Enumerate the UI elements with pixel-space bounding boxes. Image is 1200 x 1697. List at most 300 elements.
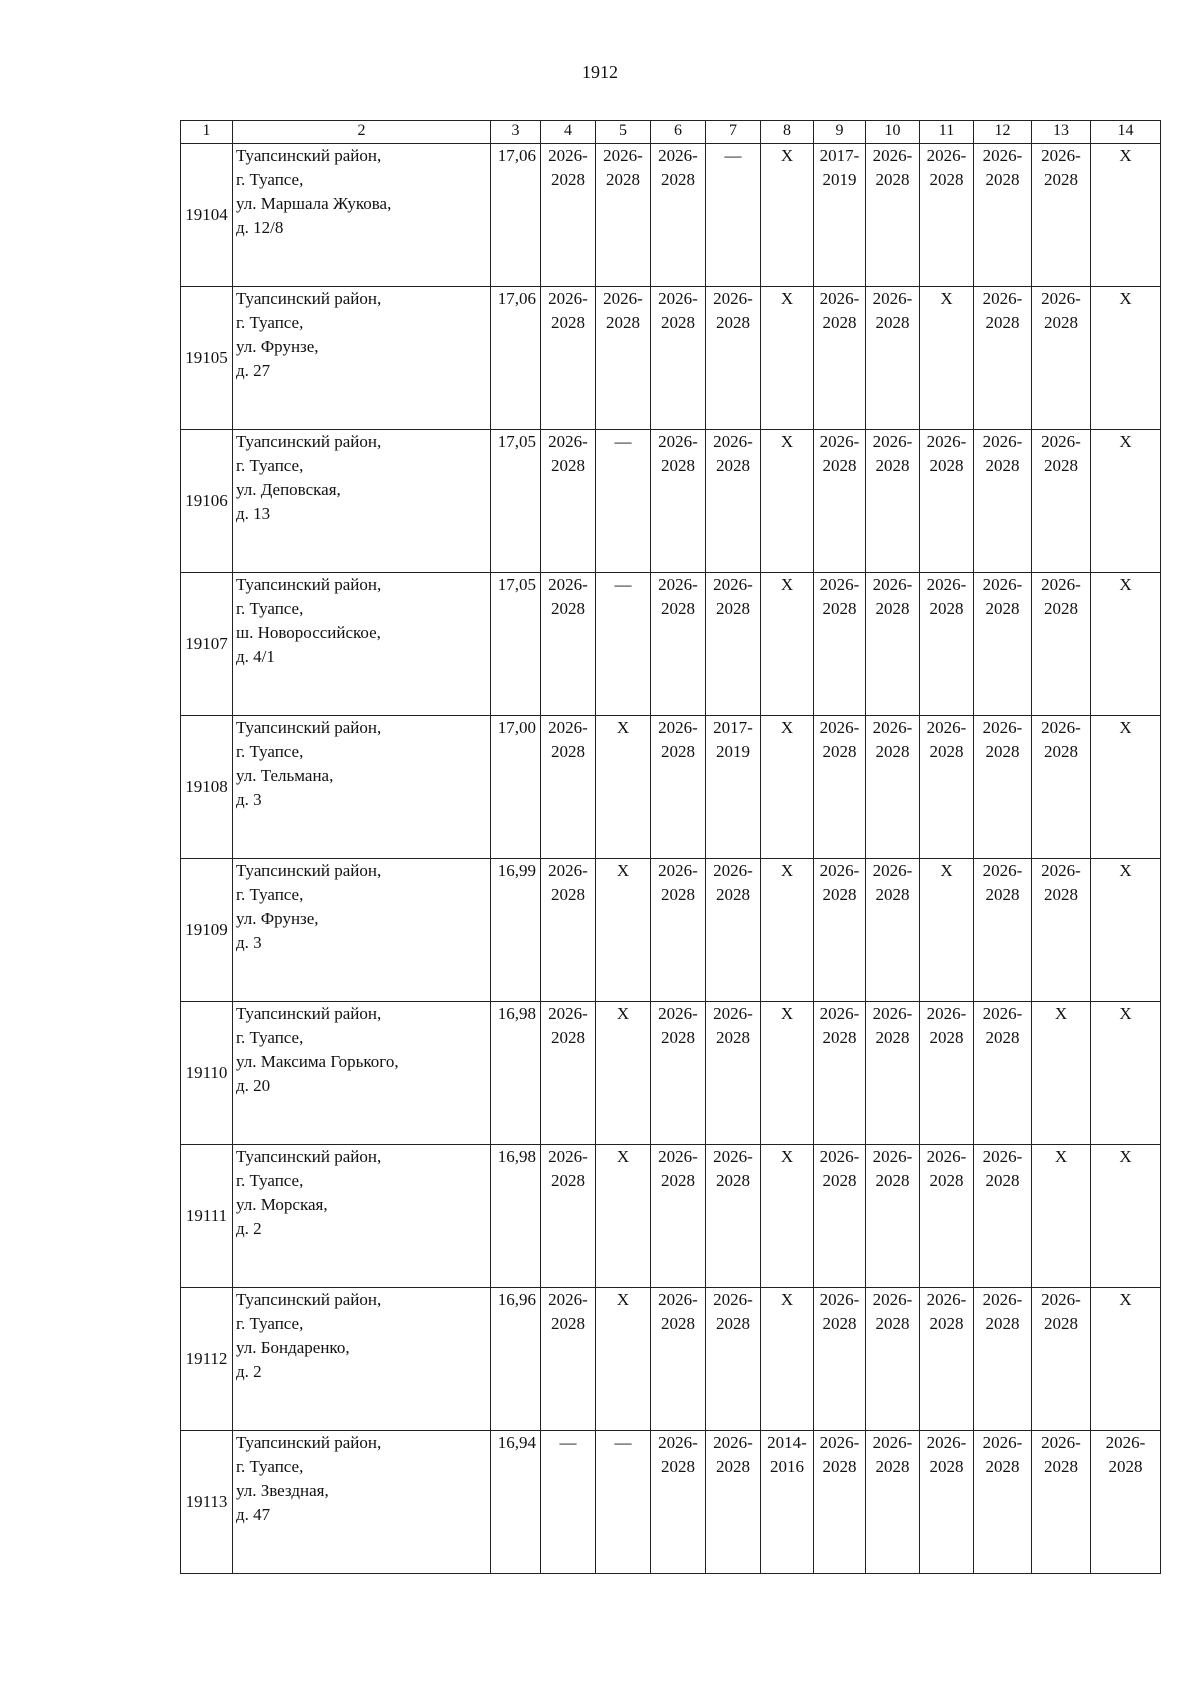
value-cell-14 <box>1091 573 1161 716</box>
address-line: г. Туапсе, <box>236 1314 304 1333</box>
cell-value: 2026- 2028 <box>548 1147 588 1190</box>
row-id-cell: 19110 <box>181 1002 233 1145</box>
column-header: 1 <box>181 121 233 144</box>
address-line: д. 4/1 <box>236 647 275 666</box>
value-cell-3 <box>491 1288 541 1431</box>
value-cell-4 <box>541 144 596 287</box>
address-line: ул. Максима Горького, <box>236 1052 399 1071</box>
value-cell-5 <box>596 1002 651 1145</box>
value-cell-13 <box>1032 716 1091 859</box>
value-cell-13 <box>1032 573 1091 716</box>
column-header: 13 <box>1032 121 1091 144</box>
cell-value: 2026- 2028 <box>872 1004 913 1047</box>
address-line: д. 2 <box>236 1362 262 1381</box>
table-row <box>181 430 1161 573</box>
value-cell-12 <box>974 859 1032 1002</box>
column-header: 9 <box>814 121 866 144</box>
cell-value: 2026- 2028 <box>926 575 967 618</box>
value-cell-7 <box>706 1002 761 1145</box>
value-cell-6 <box>651 573 706 716</box>
column-header: 5 <box>596 121 651 144</box>
cell-value: X <box>780 1004 794 1023</box>
address-line: д. 3 <box>236 933 262 952</box>
table-row <box>181 1288 1161 1431</box>
column-header: 3 <box>491 121 541 144</box>
value-cell-4 <box>541 859 596 1002</box>
row-id-cell: 19105 <box>181 287 233 430</box>
address-line: д. 12/8 <box>236 218 284 237</box>
value-cell-12 <box>974 1431 1032 1574</box>
cell-value: 2026- 2028 <box>926 1290 967 1333</box>
row-id-cell: 19104 <box>181 144 233 287</box>
value-cell-5 <box>596 859 651 1002</box>
row-id-cell: 19108 <box>181 716 233 859</box>
cell-value: X <box>1119 861 1132 880</box>
cell-value: 2026- 2028 <box>658 432 698 475</box>
value-cell-3 <box>491 1002 541 1145</box>
register-table <box>180 120 1161 1574</box>
value-cell-4 <box>541 716 596 859</box>
table-row <box>181 716 1161 859</box>
value-cell-12 <box>974 1145 1032 1288</box>
address-line: Туапсинский район, <box>236 432 382 451</box>
value-cell-6 <box>651 430 706 573</box>
cell-value: 2026- 2028 <box>713 289 753 332</box>
value-cell-10 <box>866 573 920 716</box>
address-line: д. 20 <box>236 1076 271 1095</box>
value-cell-6 <box>651 1288 706 1431</box>
cell-value: 17,05 <box>497 575 536 594</box>
cell-value: X <box>780 146 794 165</box>
address-cell <box>233 859 491 1002</box>
address-line: г. Туапсе, <box>236 742 304 761</box>
cell-value: 2026- 2028 <box>713 1433 753 1476</box>
address-line: д. 3 <box>236 790 262 809</box>
address-line: г. Туапсе, <box>236 170 304 189</box>
value-cell-4 <box>541 1145 596 1288</box>
cell-value: 2026- 2028 <box>548 1004 588 1047</box>
address-cell <box>233 430 491 573</box>
table-row <box>181 573 1161 716</box>
address-cell <box>233 716 491 859</box>
cell-value: 2026- 2028 <box>713 1147 753 1190</box>
cell-value: 2026- 2028 <box>658 1147 698 1190</box>
cell-value: X <box>1054 1004 1068 1023</box>
value-cell-10 <box>866 287 920 430</box>
cell-value: 2026- 2028 <box>926 1147 967 1190</box>
cell-value: X <box>780 575 794 594</box>
cell-value: 2026- 2028 <box>819 432 860 475</box>
row-id-cell: 19113 <box>181 1431 233 1574</box>
cell-value: 2026- 2028 <box>819 1433 860 1476</box>
value-cell-9 <box>814 1145 866 1288</box>
value-cell-4 <box>541 1288 596 1431</box>
value-cell-11 <box>920 1288 974 1431</box>
value-cell-5 <box>596 716 651 859</box>
cell-value: X <box>940 861 953 880</box>
header-row <box>181 121 1161 144</box>
cell-value: 2026- 2028 <box>1041 432 1081 475</box>
cell-value: X <box>780 289 794 308</box>
value-cell-8 <box>761 144 814 287</box>
value-cell-14 <box>1091 859 1161 1002</box>
table-row <box>181 1002 1161 1145</box>
value-cell-11 <box>920 1431 974 1574</box>
value-cell-11 <box>920 573 974 716</box>
cell-value: 2026- 2028 <box>982 1147 1023 1190</box>
table-row <box>181 144 1161 287</box>
cell-value: X <box>780 1290 794 1309</box>
cell-value: 2026- 2028 <box>872 432 913 475</box>
table-row <box>181 287 1161 430</box>
cell-value: 2026- 2028 <box>982 575 1023 618</box>
cell-value: X <box>940 289 953 308</box>
cell-value: 2026- 2028 <box>713 861 753 904</box>
column-header: 6 <box>651 121 706 144</box>
value-cell-8 <box>761 1431 814 1574</box>
cell-value: 2026- 2028 <box>819 1147 860 1190</box>
address-line: г. Туапсе, <box>236 1028 304 1047</box>
value-cell-7 <box>706 1288 761 1431</box>
value-cell-10 <box>866 1288 920 1431</box>
cell-value: 2026- 2028 <box>603 289 643 332</box>
cell-value: 2026- 2028 <box>713 432 753 475</box>
value-cell-13 <box>1032 859 1091 1002</box>
cell-value: 17,05 <box>497 432 536 451</box>
value-cell-10 <box>866 859 920 1002</box>
cell-value: 2026- 2028 <box>658 1290 698 1333</box>
cell-value: 2026- 2028 <box>548 718 588 761</box>
cell-value: 2026- 2028 <box>819 1004 860 1047</box>
cell-value: 2026- 2028 <box>819 718 860 761</box>
value-cell-9 <box>814 716 866 859</box>
value-cell-6 <box>651 716 706 859</box>
cell-value: X <box>1119 718 1132 737</box>
cell-value: 2026- 2028 <box>982 146 1023 189</box>
cell-value: 2026- 2028 <box>982 289 1023 332</box>
value-cell-9 <box>814 859 866 1002</box>
cell-value: X <box>780 432 794 451</box>
column-header: 7 <box>706 121 761 144</box>
value-cell-7 <box>706 430 761 573</box>
cell-value: 2026- 2028 <box>658 575 698 618</box>
cell-value: 2026- 2028 <box>872 289 913 332</box>
value-cell-14 <box>1091 1431 1161 1574</box>
cell-value: — <box>614 432 632 451</box>
address-line: д. 13 <box>236 504 271 523</box>
table-row <box>181 1145 1161 1288</box>
value-cell-12 <box>974 573 1032 716</box>
cell-value: 2026- 2028 <box>1041 289 1081 332</box>
value-cell-6 <box>651 1145 706 1288</box>
address-line: Туапсинский район, <box>236 575 382 594</box>
value-cell-7 <box>706 1431 761 1574</box>
cell-value: 2026- 2028 <box>603 146 643 189</box>
address-cell <box>233 573 491 716</box>
value-cell-3 <box>491 716 541 859</box>
value-cell-9 <box>814 430 866 573</box>
cell-value: X <box>1119 1004 1132 1023</box>
value-cell-10 <box>866 430 920 573</box>
value-cell-14 <box>1091 716 1161 859</box>
cell-value: 2026- 2028 <box>872 718 913 761</box>
cell-value: 2026- 2028 <box>658 718 698 761</box>
cell-value: — <box>724 146 742 165</box>
value-cell-8 <box>761 716 814 859</box>
value-cell-11 <box>920 430 974 573</box>
cell-value: 2017- 2019 <box>819 146 860 189</box>
address-line: д. 47 <box>236 1505 271 1524</box>
value-cell-3 <box>491 430 541 573</box>
address-cell <box>233 1002 491 1145</box>
value-cell-7 <box>706 859 761 1002</box>
address-line: ул. Тельмана, <box>236 766 334 785</box>
value-cell-13 <box>1032 1002 1091 1145</box>
cell-value: 2026- 2028 <box>926 1004 967 1047</box>
column-header: 2 <box>233 121 491 144</box>
cell-value: 2026- 2028 <box>548 1290 588 1333</box>
value-cell-9 <box>814 1288 866 1431</box>
cell-value: 16,98 <box>497 1004 536 1023</box>
address-line: г. Туапсе, <box>236 313 304 332</box>
address-cell <box>233 1145 491 1288</box>
cell-value: 2026- 2028 <box>548 432 588 475</box>
address-line: ул. Фрунзе, <box>236 909 319 928</box>
cell-value: 17,00 <box>497 718 536 737</box>
cell-value: 2026- 2028 <box>982 1433 1023 1476</box>
value-cell-12 <box>974 716 1032 859</box>
value-cell-3 <box>491 144 541 287</box>
address-line: ш. Новороссийское, <box>236 623 381 642</box>
address-line: ул. Бондаренко, <box>236 1338 350 1357</box>
row-id-cell: 19106 <box>181 430 233 573</box>
cell-value: 2026- 2028 <box>658 146 698 189</box>
row-id-cell: 19109 <box>181 859 233 1002</box>
value-cell-11 <box>920 144 974 287</box>
page-number: 1912 <box>582 62 618 82</box>
address-line: г. Туапсе, <box>236 456 304 475</box>
cell-value: X <box>1119 1290 1132 1309</box>
value-cell-5 <box>596 1431 651 1574</box>
value-cell-7 <box>706 1145 761 1288</box>
value-cell-3 <box>491 859 541 1002</box>
value-cell-11 <box>920 1002 974 1145</box>
cell-value: 2026- 2028 <box>872 575 913 618</box>
cell-value: 2026- 2028 <box>713 1290 753 1333</box>
cell-value: — <box>614 575 632 594</box>
value-cell-14 <box>1091 1145 1161 1288</box>
table-body <box>181 144 1161 1574</box>
cell-value: 2026- 2028 <box>713 1004 753 1047</box>
cell-value: 2026- 2028 <box>819 861 860 904</box>
value-cell-10 <box>866 716 920 859</box>
cell-value: 16,96 <box>497 1290 536 1309</box>
cell-value: 2026- 2028 <box>713 575 753 618</box>
cell-value: 17,06 <box>497 289 536 308</box>
cell-value: 2026- 2028 <box>658 1433 698 1476</box>
cell-value: 2026- 2028 <box>548 861 588 904</box>
value-cell-12 <box>974 287 1032 430</box>
cell-value: X <box>616 1290 630 1309</box>
cell-value: — <box>559 1433 577 1452</box>
address-line: Туапсинский район, <box>236 1147 382 1166</box>
value-cell-9 <box>814 1431 866 1574</box>
address-line: Туапсинский район, <box>236 146 382 165</box>
value-cell-5 <box>596 144 651 287</box>
cell-value: 2026- 2028 <box>1041 575 1081 618</box>
value-cell-5 <box>596 287 651 430</box>
address-line: ул. Морская, <box>236 1195 328 1214</box>
value-cell-10 <box>866 1002 920 1145</box>
value-cell-13 <box>1032 287 1091 430</box>
cell-value: 2026- 2028 <box>872 1433 913 1476</box>
cell-value: 2026- 2028 <box>926 146 967 189</box>
value-cell-6 <box>651 1002 706 1145</box>
address-cell <box>233 287 491 430</box>
address-cell <box>233 1431 491 1574</box>
value-cell-6 <box>651 1431 706 1574</box>
cell-value: 2026- 2028 <box>658 1004 698 1047</box>
address-line: д. 2 <box>236 1219 262 1238</box>
value-cell-8 <box>761 859 814 1002</box>
address-line: д. 27 <box>236 361 271 380</box>
row-id-cell: 19107 <box>181 573 233 716</box>
cell-value: X <box>1119 146 1132 165</box>
value-cell-12 <box>974 430 1032 573</box>
value-cell-3 <box>491 1431 541 1574</box>
value-cell-14 <box>1091 287 1161 430</box>
value-cell-5 <box>596 1145 651 1288</box>
address-line: г. Туапсе, <box>236 1171 304 1190</box>
value-cell-9 <box>814 287 866 430</box>
cell-value: X <box>780 861 794 880</box>
value-cell-7 <box>706 716 761 859</box>
value-cell-7 <box>706 144 761 287</box>
value-cell-14 <box>1091 1002 1161 1145</box>
value-cell-14 <box>1091 144 1161 287</box>
value-cell-7 <box>706 573 761 716</box>
address-cell <box>233 1288 491 1431</box>
value-cell-5 <box>596 1288 651 1431</box>
value-cell-6 <box>651 859 706 1002</box>
cell-value: X <box>1119 432 1132 451</box>
value-cell-9 <box>814 144 866 287</box>
value-cell-12 <box>974 1288 1032 1431</box>
column-header: 14 <box>1091 121 1161 144</box>
address-line: г. Туапсе, <box>236 599 304 618</box>
cell-value: 2026- 2028 <box>872 1147 913 1190</box>
value-cell-5 <box>596 573 651 716</box>
value-cell-10 <box>866 1145 920 1288</box>
cell-value: 2026- 2028 <box>658 861 698 904</box>
cell-value: X <box>616 1147 630 1166</box>
value-cell-8 <box>761 573 814 716</box>
cell-value: 17,06 <box>497 146 536 165</box>
value-cell-3 <box>491 287 541 430</box>
value-cell-4 <box>541 1002 596 1145</box>
value-cell-8 <box>761 1002 814 1145</box>
address-line: Туапсинский район, <box>236 1433 382 1452</box>
cell-value: X <box>1119 289 1132 308</box>
cell-value: 2026- 2028 <box>872 146 913 189</box>
cell-value: 2026- 2028 <box>872 1290 913 1333</box>
value-cell-10 <box>866 1431 920 1574</box>
address-line: Туапсинский район, <box>236 1004 382 1023</box>
row-id-cell: 19112 <box>181 1288 233 1431</box>
cell-value: X <box>1119 575 1132 594</box>
address-cell <box>233 144 491 287</box>
value-cell-14 <box>1091 1288 1161 1431</box>
value-cell-8 <box>761 430 814 573</box>
cell-value: 2026- 2028 <box>548 575 588 618</box>
value-cell-6 <box>651 287 706 430</box>
value-cell-13 <box>1032 1431 1091 1574</box>
column-header: 10 <box>866 121 920 144</box>
value-cell-3 <box>491 573 541 716</box>
cell-value: 2026- 2028 <box>548 146 588 189</box>
cell-value: 2026- 2028 <box>926 432 967 475</box>
value-cell-11 <box>920 1145 974 1288</box>
address-line: Туапсинский район, <box>236 289 382 308</box>
value-cell-4 <box>541 287 596 430</box>
address-line: ул. Звездная, <box>236 1481 329 1500</box>
cell-value: 2026- 2028 <box>1041 1433 1081 1476</box>
value-cell-11 <box>920 859 974 1002</box>
cell-value: 2026- 2028 <box>819 1290 860 1333</box>
value-cell-4 <box>541 430 596 573</box>
value-cell-14 <box>1091 430 1161 573</box>
row-id-cell: 19111 <box>181 1145 233 1288</box>
cell-value: X <box>616 1004 630 1023</box>
cell-value: 2026- 2028 <box>982 718 1023 761</box>
column-header: 4 <box>541 121 596 144</box>
cell-value: 2026- 2028 <box>1041 718 1081 761</box>
address-line: г. Туапсе, <box>236 885 304 904</box>
cell-value: X <box>1119 1147 1132 1166</box>
address-line: ул. Фрунзе, <box>236 337 319 356</box>
column-header: 12 <box>974 121 1032 144</box>
value-cell-9 <box>814 573 866 716</box>
cell-value: 2026- 2028 <box>926 718 967 761</box>
cell-value: 2026- 2028 <box>1041 861 1081 904</box>
cell-value: 2026- 2028 <box>926 1433 967 1476</box>
cell-value: 2026- 2028 <box>872 861 913 904</box>
cell-value: 2026- 2028 <box>982 861 1023 904</box>
address-line: ул. Деповская, <box>236 480 341 499</box>
value-cell-8 <box>761 1288 814 1431</box>
cell-value: 2014- 2016 <box>767 1433 807 1476</box>
value-cell-11 <box>920 716 974 859</box>
value-cell-3 <box>491 1145 541 1288</box>
cell-value: 2026- 2028 <box>1041 1290 1081 1333</box>
address-line: Туапсинский район, <box>236 861 382 880</box>
value-cell-8 <box>761 287 814 430</box>
cell-value: 2026- 2028 <box>1105 1433 1146 1476</box>
value-cell-12 <box>974 144 1032 287</box>
value-cell-4 <box>541 573 596 716</box>
address-line: Туапсинский район, <box>236 718 382 737</box>
value-cell-13 <box>1032 430 1091 573</box>
address-line: г. Туапсе, <box>236 1457 304 1476</box>
value-cell-4 <box>541 1431 596 1574</box>
cell-value: X <box>616 718 630 737</box>
cell-value: 2026- 2028 <box>982 432 1023 475</box>
value-cell-13 <box>1032 1145 1091 1288</box>
column-header: 11 <box>920 121 974 144</box>
address-line: Туапсинский район, <box>236 1290 382 1309</box>
cell-value: X <box>780 1147 794 1166</box>
value-cell-10 <box>866 144 920 287</box>
